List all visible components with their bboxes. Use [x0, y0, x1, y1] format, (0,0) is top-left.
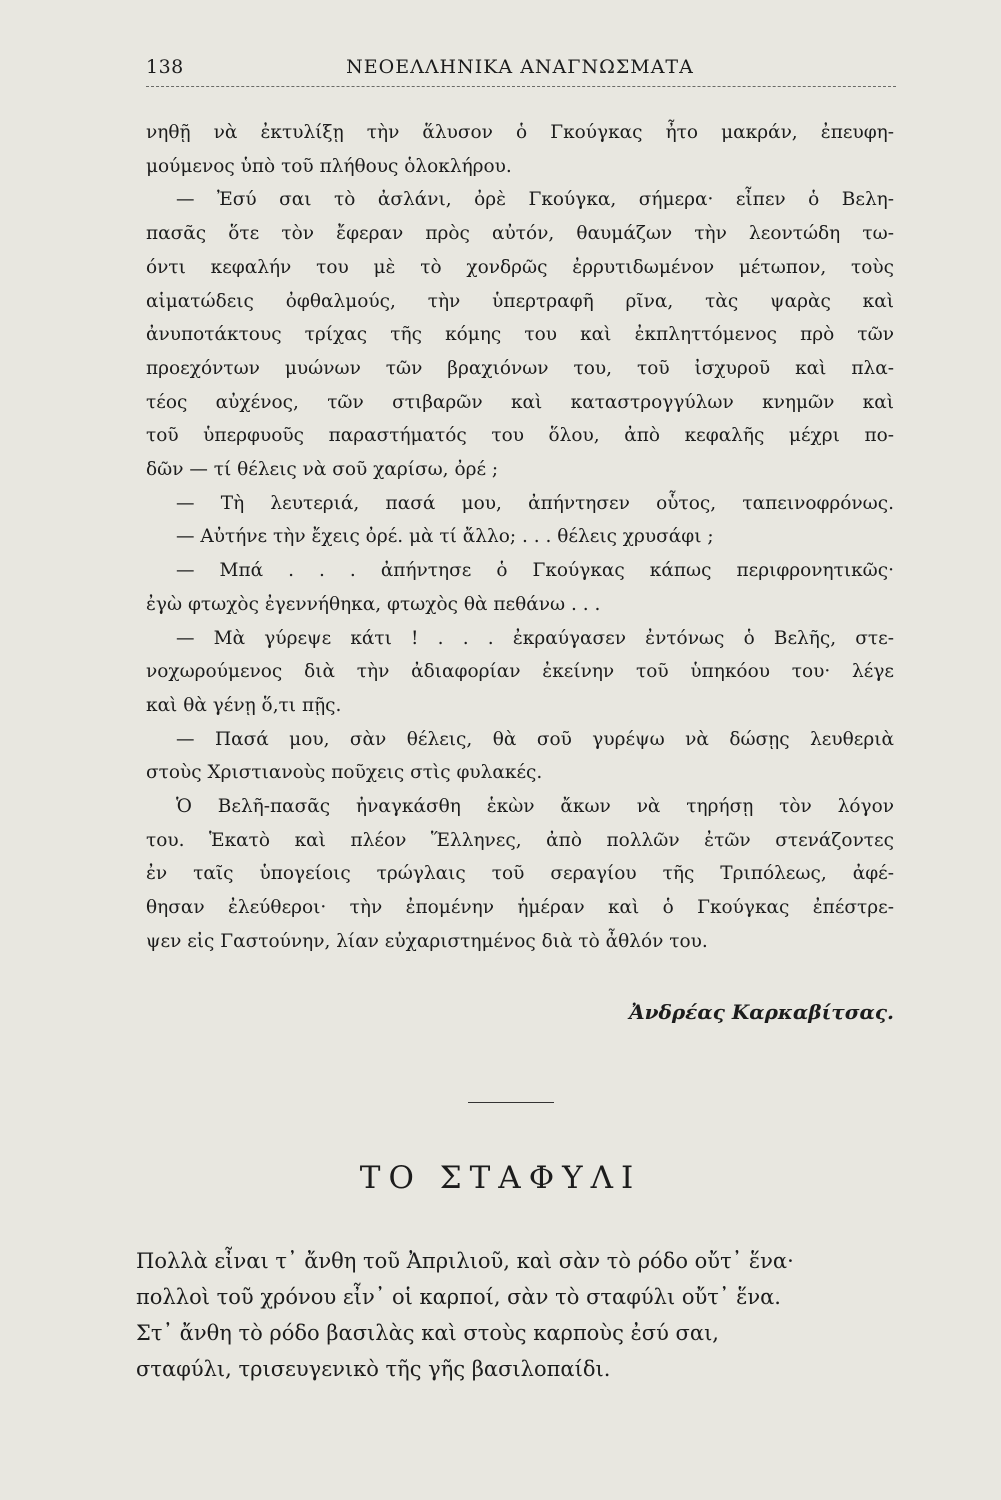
page-header [146, 50, 894, 80]
header-rule [146, 86, 896, 87]
text-line: — Αὐτήνε τὴν ἔχεις ὀρέ. μὰ τί ἄλλο; . . . θέλεις χρυσάφι ; [176, 526, 714, 548]
text-line: Ὁ Βελῆ-πασᾶς ἠναγκάσθη ἑκὼν ἄκων νὰ τηρήσῃ τὸν λόγον [176, 796, 894, 818]
text-line: νηθῇ νὰ ἐκτυλίξῃ τὴν ἅλυσον ὁ Γκούγκας ἦτο μακράν, ἐπευφη- [146, 122, 894, 143]
poem-line: Πολλὰ εἶναι τ᾽ ἄνθη τοῦ Ἀπριλιοῦ, καὶ σὰν τὸ ρόδο οὔτ᾽ ἕνα· [136, 1249, 794, 1273]
text-line: — Τὴ λευτεριά, πασά μου, ἀπήντησεν οὗτος, ταπεινοφρόνως. [176, 492, 894, 514]
text-line: θησαν ἐλεύθεροι· τὴν ἐπομένην ἡμέραν καὶ ὁ Γκούγκας ἐπέστρε- [146, 897, 894, 919]
text-line: ψεν εἰς Γαστούνην, λίαν εὐχαριστημένος διὰ τὸ ἆθλόν του. [146, 930, 708, 952]
body-text [146, 116, 894, 959]
text-line: δῶν — τί θέλεις νὰ σοῦ χαρίσω, ὀρέ ; [146, 459, 499, 481]
text-line: καὶ θὰ γένῃ ὅ,τι πῇς. [146, 694, 342, 716]
text-line: τέος αὐχένος, τῶν στιβαρῶν καὶ καταστρογγύλων κνημῶν καὶ [146, 391, 894, 413]
page-number: 138 [146, 56, 184, 78]
poem-line: πολλοὶ τοῦ χρόνου εἶν᾽ οἱ καρποί, σὰν τὸ σταφύλι οὔτ᾽ ἕνα. [136, 1285, 781, 1309]
poem [136, 1243, 896, 1387]
text-line: πασᾶς ὅτε τὸν ἔφεραν πρὸς αὐτόν, θαυμάζων τὴν λεοντώδη τω- [146, 223, 894, 245]
text-line: αἱματώδεις ὀφθαλμούς, τὴν ὑπερτραφῆ ρῖνα, τὰς ψαρὰς καὶ [146, 290, 894, 312]
text-line: στοὺς Χριστιανοὺς ποῦχεις στὶς φυλακές. [146, 762, 543, 784]
text-line: ἐγὼ φτωχὸς ἐγεννήθηκα, φτωχὸς θὰ πεθάνω . . . [146, 593, 601, 615]
section-title: ΤΟ ΣΤΑΦΥΛΙ [359, 1160, 642, 1196]
text-line: — Ἐσύ σαι τὸ ἀσλάνι, ὀρὲ Γκούγκα, σήμερα· εἶπεν ὁ Βελη- [176, 189, 894, 211]
running-title: ΝΕΟΕΛΛΗΝΙΚΑ ΑΝΑΓΝΩΣΜΑΤΑ [346, 56, 694, 78]
text-line: όντι κεφαλήν του μὲ τὸ χονδρῶς ἐρρυτιδωμένον μέτωπον, τοὺς [146, 256, 894, 278]
text-line: ἐν ταῖς ὑπογείοις τρώγλαις τοῦ σεραγίου τῆς Τριπόλεως, ἀφέ- [146, 863, 894, 885]
author-signature: Ἀνδρέας Καρκαβίτσας. [629, 1000, 894, 1024]
section-divider [468, 1102, 554, 1103]
text-line: — Πασά μου, σὰν θέλεις, θὰ σοῦ γυρέψω νὰ δώσῃς λευθεριὰ [176, 728, 894, 750]
poem-line: σταφύλι, τρισευγενικὸ τῆς γῆς βασιλοπαίδι. [136, 1357, 611, 1381]
text-line: τοῦ ὑπερφυοῦς παραστήματός του ὅλου, ἀπὸ κεφαλῆς μέχρι πο- [146, 425, 894, 447]
text-line: προεχόντων μυώνων τῶν βραχιόνων του, τοῦ ἰσχυροῦ καὶ πλα- [146, 357, 894, 379]
text-line: ἀνυποτάκτους τρίχας τῆς κόμης του καὶ ἐκπληττόμενος πρὸ τῶν [146, 324, 894, 346]
text-line: νοχωρούμενος διὰ τὴν ἀδιαφορίαν ἐκείνην τοῦ ὑπηκόου του· λέγε [146, 661, 894, 683]
poem-line: Στ᾽ ἄνθη τὸ ρόδο βασιλὰς καὶ στοὺς καρποὺς ἐσύ σαι, [136, 1321, 719, 1345]
text-line: του. Ἑκατὸ καὶ πλέον Ἕλληνες, ἀπὸ πολλῶν ἐτῶν στενάζοντες [146, 829, 894, 851]
text-line: μούμενος ὑπὸ τοῦ πλήθους ὁλοκλήρου. [146, 155, 512, 177]
text-line: — Μὰ γύρεψε κάτι ! . . . ἐκραύγασεν ἐντόνως ὁ Βελῆς, στε- [176, 627, 894, 649]
text-line: — Μπά . . . ἀπήντησε ὁ Γκούγκας κάπως περιφρονητικῶς· [176, 560, 894, 582]
